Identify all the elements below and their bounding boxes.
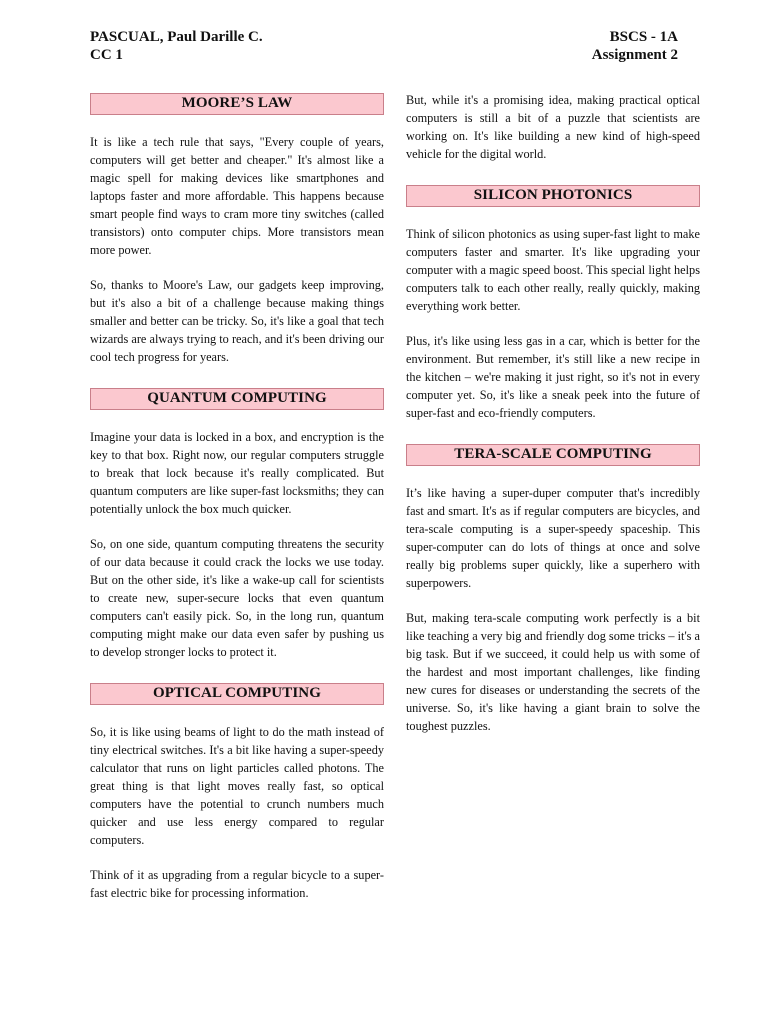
assignment-label: Assignment 2 [591, 47, 678, 63]
left-column [90, 93, 384, 924]
paragraph: So, thanks to Moore's Law, our gadgets keep improving, but it's also a bit of a challenge because making things smaller and better can be tricky. So, it's like a goal that tech wizards are always trying to reach, and it's been driving our cool tech progress for years. [90, 278, 384, 364]
paragraph: Think of silicon photonics as using super-fast light to make computers faster and smarter. It's like upgrading your computer with a magic speed boost. This special light helps computers talk to each other really, really quickly, making everything work better. [406, 227, 700, 313]
optical-computing-continuation [406, 91, 700, 163]
student-name: PASCUAL, Paul Darille C. [90, 29, 263, 45]
course-code: CC 1 [90, 47, 123, 63]
section-heading: QUANTUM COMPUTING [90, 388, 384, 410]
paragraph: So, it is like using beams of light to do the math instead of tiny electrical switches. It's a bit like having a super-speedy calculator that runs on light particles called photons. The great thing is that light moves really fast, so optical computers have the potential to crunch numbers much quicker and use less energy compared to regular computers. [90, 725, 384, 847]
paragraph: It is like a tech rule that says, "Every couple of years, computers will get better and cheaper." It's almost like a magic spell for making devices like smartphones and laptops faster and more affordable. This happens because smart people find ways to cram more tiny switches (called transistors) onto computer chips. More transistors mean more power. [90, 135, 384, 257]
section-heading: SILICON PHOTONICS [406, 185, 700, 207]
header-row-1 [90, 28, 678, 46]
header-row-2 [90, 46, 678, 64]
paragraph: So, on one side, quantum computing threatens the security of our data because it could crack the locks we use today. But on the other side, it's like a wake-up call for scientists to create new, super-secure locks that even quantum computers can't easily pick. So, in the long run, quantum computing might make our data even safer by pushing us to develop stronger locks to protect it. [90, 537, 384, 659]
right-column [406, 91, 700, 757]
section-heading: TERA-SCALE COMPUTING [406, 444, 700, 466]
paragraph: But, while it's a promising idea, making practical optical computers is still a bit of a puzzle that scientists are working on. It's like building a new kind of high-speed vehicle for the digital world. [406, 93, 700, 161]
paragraph: Imagine your data is locked in a box, and encryption is the key to that box. Right now, our regular computers struggle to break that lock because it's really complicated. But quantum computers are like super-fast locksmiths; they can potentially unlock the box much quicker. [90, 430, 384, 516]
section-heading: MOORE’S LAW [90, 93, 384, 115]
section-silicon-photonics [406, 185, 700, 422]
section-tera-scale-computing [406, 444, 700, 735]
section-heading: OPTICAL COMPUTING [90, 683, 384, 705]
section-optical-computing [90, 683, 384, 902]
paragraph: Plus, it's like using less gas in a car, which is better for the environment. But remember, it's still like a new recipe in the kitchen – we're making it just right, so it's not in every computer yet. So, it's like a sneak peek into the future of super-fast and eco-friendly computers. [406, 334, 700, 420]
paragraph: But, making tera-scale computing work perfectly is a bit like teaching a very big and friendly dog some tricks – it's a big task. But if we succeed, it could help us with some of the hardest and most important challenges, like finding new cures for diseases or understanding the secrets of the universe. So, it's like having a giant brain to solve the toughest puzzles. [406, 611, 700, 733]
page-header [90, 28, 678, 64]
section-quantum-computing [90, 388, 384, 661]
section-moores-law [90, 93, 384, 366]
course-section: BSCS - 1A [609, 29, 678, 45]
paragraph: Think of it as upgrading from a regular bicycle to a super-fast electric bike for processing information. [90, 868, 384, 900]
paragraph: It’s like having a super-duper computer that's incredibly fast and smart. It's as if regular computers are bicycles, and tera-scale computing is a super-speedy spaceship. This super-computer can do lots of things at once and solve really big problems super quickly, like a superhero with superpowers. [406, 486, 700, 590]
